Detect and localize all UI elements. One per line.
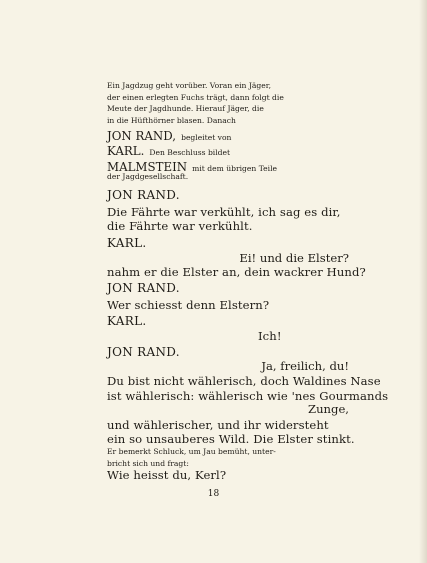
speaker-karl: KARL. xyxy=(107,236,147,250)
character-name: JON RAND, xyxy=(107,129,176,143)
character-name: MALMSTEIN xyxy=(107,160,188,174)
verse-line: ein so unsauberes Wild. Die Elster stinkt. xyxy=(107,432,355,446)
speaker-jon-rand: JON RAND. xyxy=(107,188,180,202)
stage-direction-line: in die Hüfthörner blasen. Danach xyxy=(107,115,236,125)
verse-line: Ja, freilich, du! xyxy=(261,359,349,373)
stage-direction-line: der einen erlegten Fuchs trägt, dann folgt die xyxy=(107,92,284,102)
verse-line: und wählerischer, und ihr widersteht xyxy=(107,418,329,432)
stage-direction-line: Er bemerkt Schluck, um Jau bemüht, unter- xyxy=(107,447,276,456)
stage-direction-text: Den Beschluss bildet xyxy=(149,148,231,157)
speaker-jon-rand: JON RAND. xyxy=(107,345,180,359)
stage-direction-text: mit dem übrigen Teile xyxy=(192,164,278,173)
page-number: 18 xyxy=(207,489,220,499)
verse-line: Ei! und die Elster? xyxy=(239,251,349,265)
verse-line: ist wählerisch: wählerisch wie 'nes Gourmands xyxy=(107,389,389,403)
stage-direction-line: bricht sich und fragt: xyxy=(107,458,189,468)
stage-direction-line: Meute der Jagdhunde. Hierauf Jäger, die xyxy=(107,104,264,114)
entrance-continuation xyxy=(107,171,352,183)
stage-direction-text: begleitet von xyxy=(181,133,232,142)
verse-line: Wie heisst du, Kerl? xyxy=(107,468,227,482)
speaker-jon-rand: JON RAND. xyxy=(107,281,180,295)
verse-line: Wer schiesst denn Elstern? xyxy=(107,298,270,312)
stage-direction-opening xyxy=(107,80,352,126)
verse-line: nahm er die Elster an, dein wackrer Hund? xyxy=(107,265,366,279)
verse-line: Du bist nicht wählerisch, doch Waldines Nase xyxy=(107,374,381,388)
character-name: KARL. xyxy=(107,144,145,158)
speaker-karl: KARL. xyxy=(107,314,147,328)
stage-direction-line: Ein Jagdzug geht vorüber. Voran ein Jäger, xyxy=(107,81,271,90)
verse-line: Die Fährte war verkühlt, ich sag es dir, xyxy=(107,205,341,219)
verse-line: Zunge, xyxy=(308,402,349,416)
stage-direction-line: der Jagdgesellschaft. xyxy=(107,172,189,181)
stage-direction-schluck xyxy=(107,446,352,469)
verse-line: die Fährte war verkühlt. xyxy=(107,219,253,233)
verse-line: Ich! xyxy=(258,329,282,343)
